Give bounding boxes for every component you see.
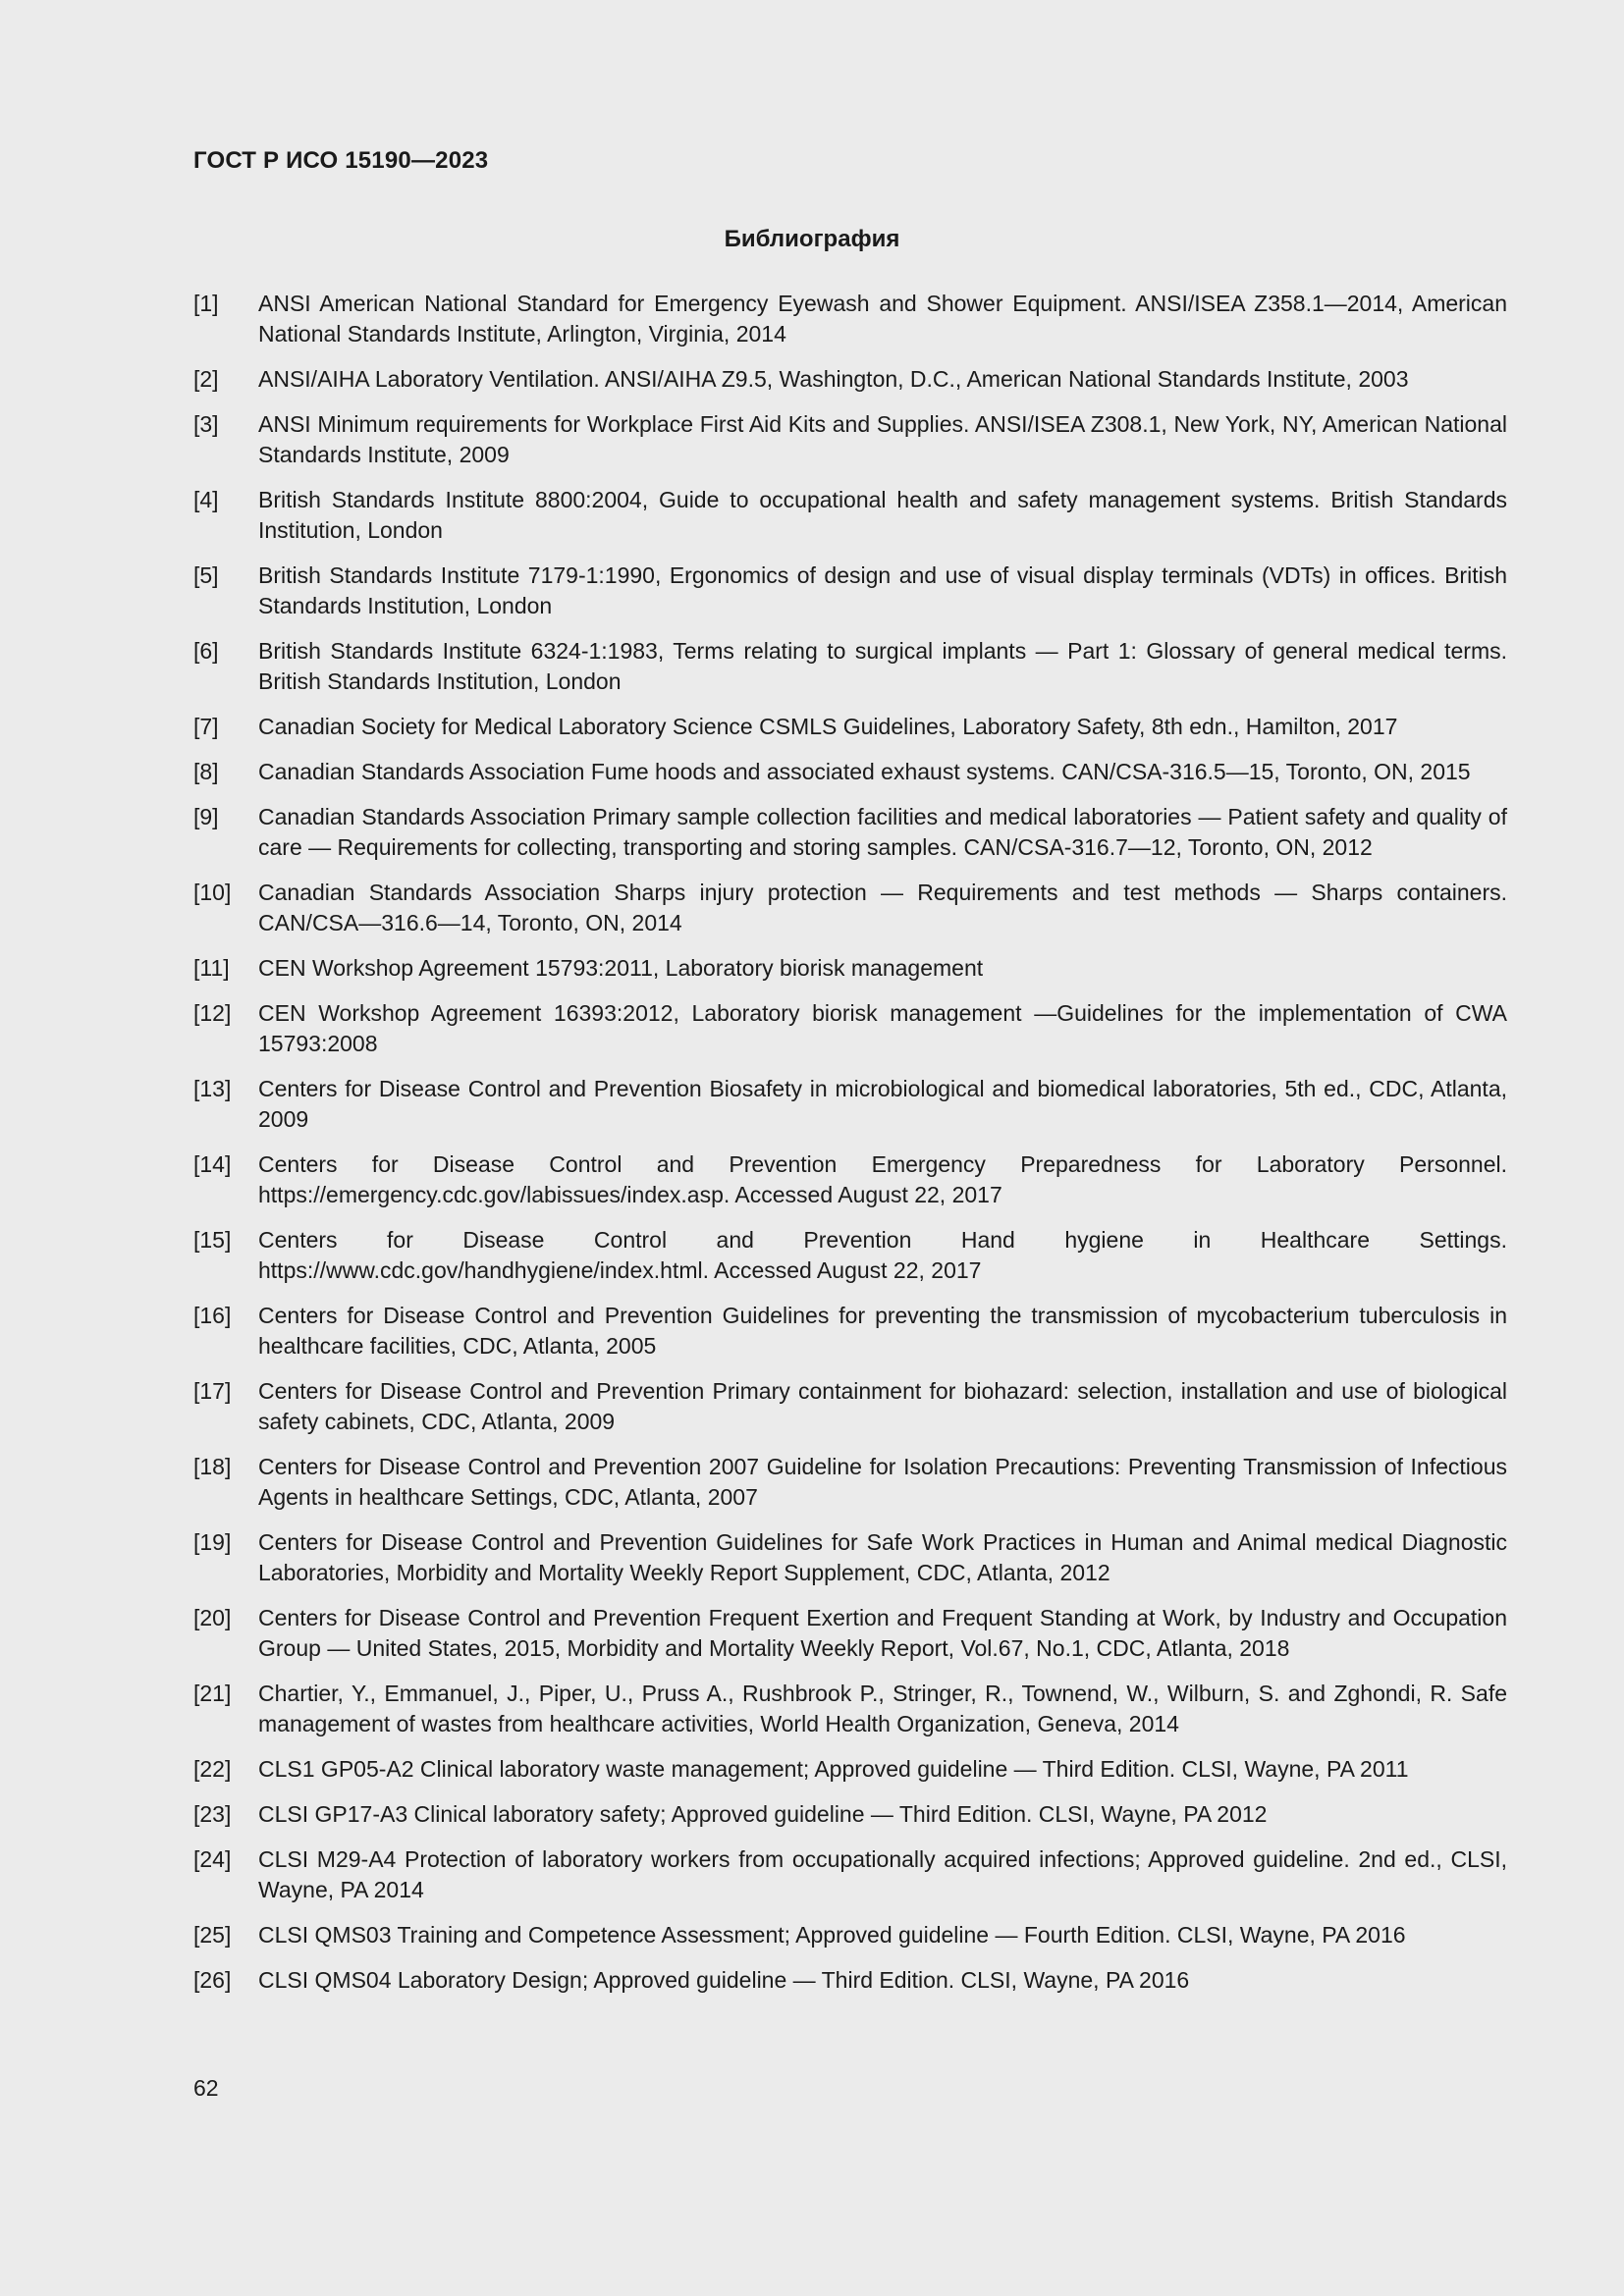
bibliography-entry xyxy=(193,1965,1507,1996)
page-number: 62 xyxy=(193,2075,219,2101)
section-title: Библиография xyxy=(724,226,900,252)
bibliography-entry xyxy=(193,953,1507,984)
bibliography-entry xyxy=(193,364,1507,395)
entry-number: [12] xyxy=(193,1000,232,1026)
entry-text: Centers for Disease Control and Prevention Frequent Exertion and Frequent Standing at Work, by Industry and Occupation Group — United States, 2015, Morbidity and Mortality Weekly Report, Vol.67, No.1, CDC, Atlanta, 2018 xyxy=(258,1605,1507,1661)
entry-text: ANSI/AIHA Laboratory Ventilation. ANSI/AIHA Z9.5, Washington, D.C., American National Standards Institute, 2003 xyxy=(258,366,1409,392)
bibliography-list xyxy=(193,289,1507,2010)
entry-number: [8] xyxy=(193,759,219,784)
entry-text: Canadian Standards Association Primary sample collection facilities and medical laboratories — Patient safety and quality of care — Requirements for collecting, transporting and storing samples. CAN/CSA-316.7—12, Toronto, ON, 2012 xyxy=(258,804,1507,860)
entry-number: [14] xyxy=(193,1151,232,1177)
bibliography-entry xyxy=(193,1754,1507,1785)
entry-text: Canadian Society for Medical Laboratory Science CSMLS Guidelines, Laboratory Safety, 8th edn., Hamilton, 2017 xyxy=(258,714,1398,739)
entry-number: [24] xyxy=(193,1846,232,1872)
entry-text: CLSI QMS03 Training and Competence Assessment; Approved guideline — Fourth Edition. CLSI, Wayne, PA 2016 xyxy=(258,1922,1406,1948)
entry-text: Centers for Disease Control and Prevention 2007 Guideline for Isolation Precautions: Preventing Transmission of Infectious Agents in healthcare Settings, CDC, Atlanta, 2007 xyxy=(258,1454,1507,1510)
entry-number: [5] xyxy=(193,562,219,588)
bibliography-entry xyxy=(193,485,1507,546)
entry-text: Centers for Disease Control and Prevention Guidelines for preventing the transmission of mycobacterium tuberculosis in healthcare facilities, CDC, Atlanta, 2005 xyxy=(258,1303,1507,1359)
bibliography-entry xyxy=(193,1149,1507,1210)
entry-number: [22] xyxy=(193,1756,232,1782)
entry-number: [9] xyxy=(193,804,219,829)
bibliography-entry xyxy=(193,1527,1507,1588)
bibliography-entry xyxy=(193,802,1507,863)
document-header: ГОСТ Р ИСО 15190—2023 xyxy=(193,147,489,174)
bibliography-entry xyxy=(193,757,1507,787)
bibliography-entry xyxy=(193,1920,1507,1950)
bibliography-entry xyxy=(193,878,1507,938)
entry-number: [1] xyxy=(193,291,219,316)
entry-text: ANSI American National Standard for Emergency Eyewash and Shower Equipment. ANSI/ISEA Z358.1—2014, American National Standards Institute, Arlington, Virginia, 2014 xyxy=(258,291,1507,347)
entry-text: Centers for Disease Control and Prevention Emergency Preparedness for Laboratory Personnel. https://emergency.cdc.gov/labissues/index.asp. Accessed August 22, 2017 xyxy=(258,1151,1507,1207)
entry-text: Centers for Disease Control and Prevention Hand hygiene in Healthcare Settings. https://www.cdc.gov/handhygiene/index.html. Accessed August 22, 2017 xyxy=(258,1227,1507,1283)
bibliography-entry xyxy=(193,409,1507,470)
entry-number: [4] xyxy=(193,487,219,512)
bibliography-entry xyxy=(193,998,1507,1059)
entry-text: British Standards Institute 6324-1:1983, Terms relating to surgical implants — Part 1: Glossary of general medical terms. British Standards Institution, London xyxy=(258,638,1507,694)
entry-text: CLS1 GP05-A2 Clinical laboratory waste management; Approved guideline — Third Edition. CLSI, Wayne, PA 2011 xyxy=(258,1756,1409,1782)
entry-number: [13] xyxy=(193,1076,232,1101)
entry-text: Centers for Disease Control and Prevention Biosafety in microbiological and biomedical laboratories, 5th ed., CDC, Atlanta, 2009 xyxy=(258,1076,1507,1132)
bibliography-entry xyxy=(193,1799,1507,1830)
bibliography-entry xyxy=(193,1844,1507,1905)
entry-text: CEN Workshop Agreement 16393:2012, Laboratory biorisk management —Guidelines for the implementation of CWA 15793:2008 xyxy=(258,1000,1507,1056)
entry-number: [15] xyxy=(193,1227,232,1253)
entry-number: [10] xyxy=(193,880,232,905)
entry-number: [17] xyxy=(193,1378,232,1404)
entry-text: CLSI QMS04 Laboratory Design; Approved guideline — Third Edition. CLSI, Wayne, PA 2016 xyxy=(258,1967,1190,1993)
entry-number: [23] xyxy=(193,1801,232,1827)
bibliography-entry xyxy=(193,1074,1507,1135)
bibliography-entry xyxy=(193,1603,1507,1664)
bibliography-entry xyxy=(193,1301,1507,1362)
entry-text: Centers for Disease Control and Prevention Guidelines for Safe Work Practices in Human and Animal medical Diagnostic Laboratories, Morbidity and Mortality Weekly Report Supplement, CDC, Atlanta, 2012 xyxy=(258,1529,1507,1585)
entry-text: ANSI Minimum requirements for Workplace First Aid Kits and Supplies. ANSI/ISEA Z308.1, New York, NY, American National Standards Institute, 2009 xyxy=(258,411,1507,467)
bibliography-entry xyxy=(193,1376,1507,1437)
entry-number: [21] xyxy=(193,1681,232,1706)
entry-text: British Standards Institute 7179-1:1990, Ergonomics of design and use of visual display terminals (VDTs) in offices. British Standards Institution, London xyxy=(258,562,1507,618)
entry-number: [18] xyxy=(193,1454,232,1479)
entry-number: [11] xyxy=(193,955,230,981)
entry-text: British Standards Institute 8800:2004, Guide to occupational health and safety management systems. British Standards Institution, London xyxy=(258,487,1507,543)
entry-text: Canadian Standards Association Sharps injury protection — Requirements and test methods — Sharps containers. CAN/CSA—316.6—14, Toronto, ON, 2014 xyxy=(258,880,1507,935)
entry-text: CLSI GP17-A3 Clinical laboratory safety; Approved guideline — Third Edition. CLSI, Wayne, PA 2012 xyxy=(258,1801,1268,1827)
entry-text: Centers for Disease Control and Prevention Primary containment for biohazard: selection, installation and use of biological safety cabinets, CDC, Atlanta, 2009 xyxy=(258,1378,1507,1434)
entry-text: Chartier, Y., Emmanuel, J., Piper, U., Pruss A., Rushbrook P., Stringer, R., Townend, W., Wilburn, S. and Zghondi, R. Safe management of wastes from healthcare activities, World Health Organization, Geneva, 2014 xyxy=(258,1681,1507,1736)
bibliography-entry xyxy=(193,712,1507,742)
bibliography-entry xyxy=(193,636,1507,697)
entry-number: [19] xyxy=(193,1529,232,1555)
entry-text: Canadian Standards Association Fume hoods and associated exhaust systems. CAN/CSA-316.5—15, Toronto, ON, 2015 xyxy=(258,759,1471,784)
entry-text: CLSI M29-A4 Protection of laboratory workers from occupationally acquired infections; Approved guideline. 2nd ed., CLSI, Wayne, PA 2014 xyxy=(258,1846,1507,1902)
entry-number: [3] xyxy=(193,411,219,437)
bibliography-entry xyxy=(193,1452,1507,1513)
entry-number: [2] xyxy=(193,366,219,392)
entry-number: [26] xyxy=(193,1967,232,1993)
bibliography-entry xyxy=(193,561,1507,621)
bibliography-entry xyxy=(193,289,1507,349)
entry-number: [20] xyxy=(193,1605,232,1630)
entry-number: [6] xyxy=(193,638,219,664)
entry-number: [16] xyxy=(193,1303,232,1328)
bibliography-entry xyxy=(193,1225,1507,1286)
bibliography-entry xyxy=(193,1679,1507,1739)
entry-text: CEN Workshop Agreement 15793:2011, Laboratory biorisk management xyxy=(258,955,984,981)
entry-number: [7] xyxy=(193,714,219,739)
entry-number: [25] xyxy=(193,1922,232,1948)
